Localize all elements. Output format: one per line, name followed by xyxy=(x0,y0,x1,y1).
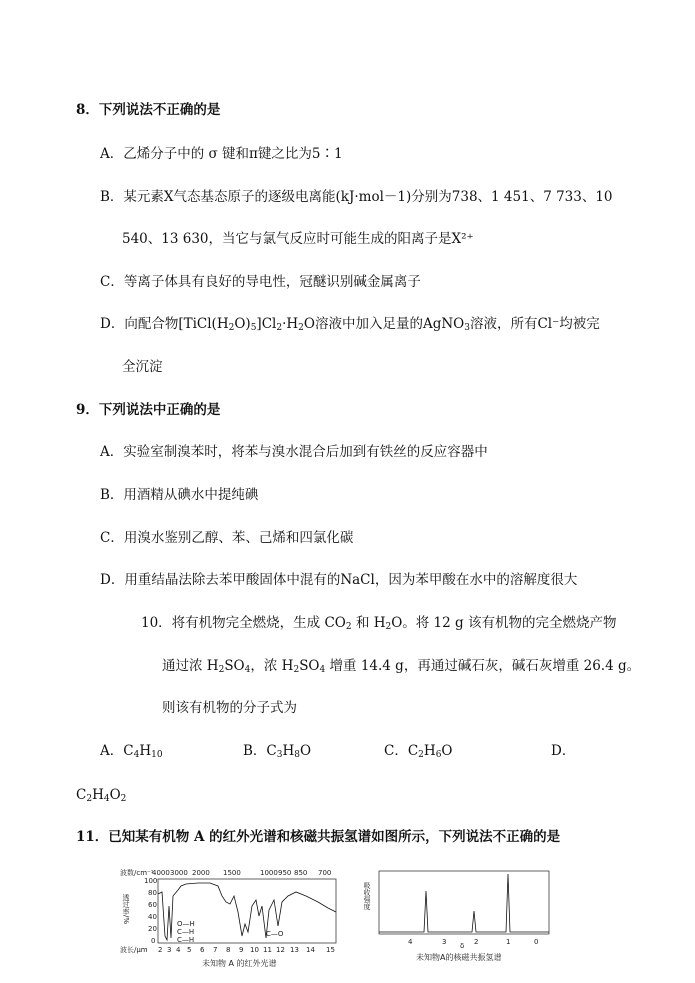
ir-x-tick-5: 5 xyxy=(187,946,192,954)
ir-top-tick-1000: 1000 xyxy=(260,869,278,877)
ir-x-tick-13: 13 xyxy=(290,946,299,954)
q10-a-text-1: A．C xyxy=(100,743,134,759)
ir-y-ticks xyxy=(144,877,157,945)
q10-b-sub-1: 3 xyxy=(276,750,283,760)
q8-d-text-1: D．向配合物[TiCl(H xyxy=(100,316,229,332)
nmr-x-tick-2: 2 xyxy=(474,938,479,946)
nmr-x-tick-1: 1 xyxy=(506,938,511,946)
ir-x-ticks xyxy=(158,946,335,954)
q10-c-sub-2: 6 xyxy=(435,750,442,760)
ir-top-axis-label: 波数/cm⁻¹ xyxy=(120,869,154,877)
ir-x-tick-11: 11 xyxy=(263,946,272,954)
q9-option-d: D．用重结晶法除去苯甲酸固体中混有的NaCl，因为苯甲酸在水中的溶解度很大 xyxy=(100,572,578,588)
ir-peak-label-co: C—O xyxy=(266,930,284,938)
q10-option-b xyxy=(243,742,311,760)
q10-a-sub-1: 4 xyxy=(133,750,140,760)
q10-l1-sub-2a: 2 xyxy=(345,622,352,632)
ir-y-tick-80: 80 xyxy=(148,889,157,897)
q10-b-sub-2: 8 xyxy=(294,750,300,760)
q10-l2-text-4: SO xyxy=(299,658,320,674)
ir-y-tick-100: 100 xyxy=(144,877,158,885)
q10-d-text-3: O xyxy=(109,787,121,803)
q8-option-a: A．乙烯分子中的 σ 键和π键之比为5∶1 xyxy=(100,146,343,162)
ir-x-tick-14: 14 xyxy=(306,946,315,954)
ir-y-axis-label: 透过率/% xyxy=(122,894,130,925)
nmr-y-axis-label: 吸收强度 xyxy=(363,882,371,910)
q9-stem: 9．下列说法中正确的是 xyxy=(76,402,221,418)
q8-stem: 8．下列说法不正确的是 xyxy=(76,102,221,118)
q10-stem-line1 xyxy=(141,614,616,632)
q8-d-sub-5: 5 xyxy=(250,323,257,333)
ir-x-tick-6: 6 xyxy=(200,946,205,954)
q8-option-d-line1 xyxy=(100,315,600,333)
nmr-spectrum-trace xyxy=(379,874,549,932)
ir-x-tick-9: 9 xyxy=(239,946,244,954)
q10-d-text-1: C xyxy=(76,787,87,803)
q9-option-a: A．实验室制溴苯时，将苯与溴水混合后加到有铁丝的反应容器中 xyxy=(100,444,488,460)
ir-top-tick-3000: 3000 xyxy=(170,869,188,877)
q10-c-text-3: O xyxy=(441,743,453,759)
q8-d-text-2: O) xyxy=(234,316,251,332)
q10-d-sub-2: 4 xyxy=(103,794,110,804)
nmr-x-ticks xyxy=(408,938,538,946)
ir-top-ticks xyxy=(152,869,331,877)
ir-peak-label-oh: O—H xyxy=(177,920,195,928)
ir-x-tick-2: 2 xyxy=(158,946,163,954)
q10-a-sub-2: 10 xyxy=(151,750,163,760)
ir-top-tick-700: 700 xyxy=(318,869,332,877)
ir-x-tick-10: 10 xyxy=(250,946,259,954)
ir-spectrum-figure xyxy=(118,866,343,970)
q10-b-text-1: B．C xyxy=(243,743,277,759)
ir-top-tick-1500: 1500 xyxy=(223,869,241,877)
q10-b-text-2: H xyxy=(282,743,295,759)
q10-d-sub-3: 2 xyxy=(120,794,127,804)
q10-l1-sub-2b: 2 xyxy=(385,622,392,632)
q10-l2-sub-4a: 4 xyxy=(244,665,251,675)
q10-l2-text-3: ，浓 H xyxy=(250,658,294,674)
q10-d-sub-1: 2 xyxy=(86,794,93,804)
ir-x-tick-15: 15 xyxy=(326,946,335,954)
ir-top-tick-4000: 4000 xyxy=(152,869,170,877)
ir-caption: 未知物 A 的红外光谱 xyxy=(202,959,277,968)
q10-d-text-2: H xyxy=(92,787,104,803)
q9-option-b: B．用酒精从碘水中提纯碘 xyxy=(100,487,259,503)
ir-y-tick-0: 0 xyxy=(151,937,156,945)
q8-d-text-3: ]Cl xyxy=(256,316,277,332)
q8-option-b-line2: 540、13 630，当它与氯气反应时可能生成的阳离子是X²⁺ xyxy=(122,231,474,247)
ir-peak-label-ch-1: C—H xyxy=(177,928,195,936)
q10-l1-text-1: 10．将有机物完全燃烧，生成 CO xyxy=(141,615,346,631)
nmr-x-axis-symbol: δ xyxy=(460,942,465,950)
ir-top-tick-850: 850 xyxy=(294,869,308,877)
q8-d-text-6: 溶液，所有Cl⁻均被完 xyxy=(469,316,600,332)
q8-d-text-4: ·H xyxy=(282,316,299,332)
nmr-x-tick-4: 4 xyxy=(408,938,413,946)
ir-x-tick-3: 3 xyxy=(167,946,172,954)
q10-l1-text-3: O。将 12 g 该有机物的完全燃烧产物 xyxy=(391,615,617,631)
q8-d-text-5: O溶液中加入足量的AgNO xyxy=(303,316,465,332)
q10-option-c xyxy=(384,742,453,760)
q10-c-text-2: H xyxy=(423,743,436,759)
q10-b-text-3: O xyxy=(300,743,312,759)
nmr-plot-frame xyxy=(379,871,549,934)
ir-peak-label-ch-2: C—H xyxy=(177,936,195,944)
q8-option-b-line1: B．某元素X气态基态原子的逐级电离能(kJ·mol－1)分别为738、1 451、7 733、10 xyxy=(100,189,613,205)
ir-y-tick-60: 60 xyxy=(148,901,157,909)
ir-top-tick-950: 950 xyxy=(278,869,292,877)
q10-l2-sub-4b: 4 xyxy=(319,665,326,675)
ir-x-axis-label: 波长/μm xyxy=(120,946,148,954)
q8-d-sub-2b: 2 xyxy=(276,323,283,333)
q10-l2-text-5: 增重 14.4 g，再通过碱石灰，碱石灰增重 26.4 g。 xyxy=(325,658,641,674)
ir-x-tick-7: 7 xyxy=(213,946,218,954)
q8-d-sub-2c: 2 xyxy=(298,323,304,333)
q10-c-sub-1: 2 xyxy=(418,750,424,760)
q10-option-d-value xyxy=(76,786,126,804)
q10-option-a xyxy=(100,742,163,760)
q8-option-d-line2: 全沉淀 xyxy=(122,359,163,375)
q8-d-sub-3: 3 xyxy=(464,323,470,333)
q11-stem: 11．已知某有机物 A 的红外光谱和核磁共振氢谱如图所示，下列说法不正确的是 xyxy=(76,829,561,845)
q10-l2-text-2: SO xyxy=(224,658,245,674)
nmr-caption: 未知物A的核磁共振氢谱 xyxy=(416,953,502,962)
q10-l1-text-2: 和 H xyxy=(351,615,386,631)
nmr-x-tick-0: 0 xyxy=(534,938,539,946)
q10-option-d-label: D． xyxy=(551,743,576,759)
q10-stem-line3: 则该有机物的分子式为 xyxy=(162,700,297,716)
nmr-spectrum-figure xyxy=(364,866,554,970)
q8-d-sub-2a: 2 xyxy=(228,323,235,333)
q10-l2-text-1: 通过浓 H xyxy=(162,658,219,674)
q10-l2-sub-2b: 2 xyxy=(293,665,300,675)
q10-c-text-1: C．C xyxy=(384,743,419,759)
q9-option-c: C．用溴水鉴别乙醇、苯、己烯和四氯化碳 xyxy=(100,530,354,546)
q8-option-c: C．等离子体具有良好的导电性，冠醚识别碱金属离子 xyxy=(100,274,421,290)
ir-y-tick-20: 20 xyxy=(148,925,157,933)
ir-x-tick-4: 4 xyxy=(176,946,181,954)
nmr-x-tick-3: 3 xyxy=(442,938,447,946)
ir-y-tick-40: 40 xyxy=(148,913,157,921)
q10-l2-sub-2a: 2 xyxy=(218,665,225,675)
ir-x-tick-8: 8 xyxy=(226,946,231,954)
q10-a-text-2: H xyxy=(139,743,152,759)
ir-top-tick-2000: 2000 xyxy=(192,869,210,877)
q10-stem-line2 xyxy=(162,657,640,675)
ir-x-tick-12: 12 xyxy=(276,946,285,954)
